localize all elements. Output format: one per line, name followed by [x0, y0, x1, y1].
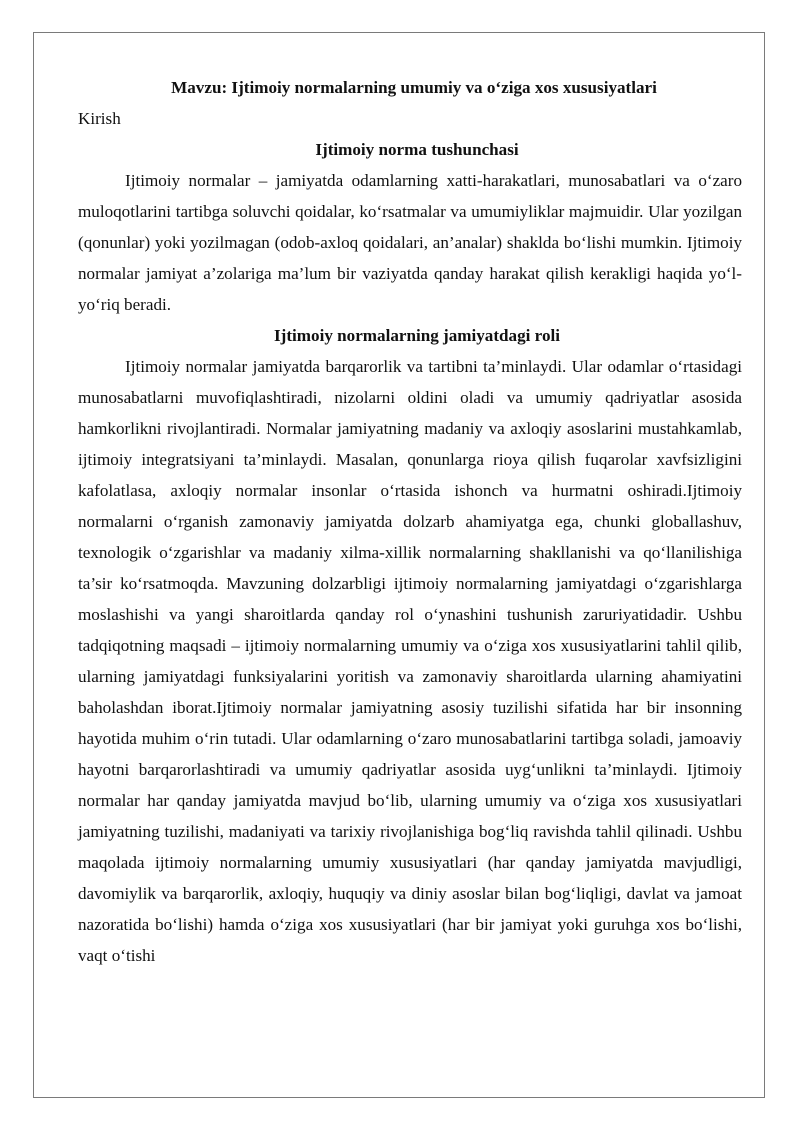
- document-body: [78, 72, 742, 971]
- section-heading-norm-concept: Ijtimoiy norma tushunchasi: [315, 140, 519, 159]
- paragraph-norm-role: Ijtimoiy normalar jamiyatda barqarorlik va tartibni ta’minlaydi. Ular odamlar o‘rtasidagi munosabatlarni muvofiqlashtiradi, nizolarni oldini oladi va umumiy qadriyatlar asosida hamkorlikni rivojlantiradi. Normalar jamiyatning madaniy va axloqiy asoslarini mustahkamlab, ijtimoiy integratsiyani ta’minlaydi. Masalan, qonunlarga rioya qilish fuqarolar xavfsizligini kafolatlasa, axloqiy normalar insonlar o‘rtasida ishonch va hurmatni oshiradi.Ijtimoiy normalarni o‘rganish zamonaviy jamiyatda dolzarb ahamiyatga ega, chunki globallashuv, texnologik o‘zgarishlar va madaniy xilma-xillik normalarning shakllanishi va qo‘llanilishiga ta’sir ko‘rsatmoqda. Mavzuning dolzarbligi ijtimoiy normalarning jamiyatdagi o‘zgarishlarga moslashishi va yangi sharoitlarda qanday rol o‘ynashini tushunish zaruriyatidadir. Ushbu tadqiqotning maqsadi – ijtimoiy normalarning umumiy va o‘ziga xos xususiyatlarini tahlil qilib, ularning jamiyatdagi funksiyalarini yoritish va zamonaviy sharoitlarda ularning ahamiyatini baholashdan iborat.Ijtimoiy normalar jamiyatning asosiy tuzilishi sifatida har bir insonning hayotida muhim o‘rin tutadi. Ular odamlarning o‘zaro munosabatlarini tartibga soladi, jamoaviy hayotni barqarorlashtiradi va umumiy qadriyatlar asosida uyg‘unlikni ta’minlaydi. Ijtimoiy normalar har qanday jamiyatda mavjud bo‘lib, ularning umumiy va o‘ziga xos xususiyatlari jamiyatning tuzilishi, madaniyati va tarixiy rivojlanishiga bog‘liq ravishda tahlil qilinadi. Ushbu maqolada ijtimoiy normalarning umumiy xususiyatlari (har qanday jamiyatda mavjudligi, davomiylik va barqarorlik, axloqiy, huquqiy va diniy asoslar bilan bog‘liqligi, davlat va jamoat nazoratida bo‘lishi) hamda o‘ziga xos xususiyatlari (har bir jamiyat yoki guruhga xos bo‘lishi, vaqt o‘tishi: [78, 357, 742, 965]
- intro-label: Kirish: [78, 109, 121, 128]
- paragraph-norm-concept: Ijtimoiy normalar – jamiyatda odamlarning xatti-harakatlari, munosabatlari va o‘zaro muloqotlarini tartibga soluvchi qoidalar, ko‘rsatmalar va umumiyliklar majmuidir. Ular yozilgan (qonunlar) yoki yozilmagan (odob-axloq qoidalari, an’analar) shaklda bo‘lishi mumkin. Ijtimoiy normalar jamiyat a’zolariga ma’lum bir vaziyatda qanday harakat qilish kerakligi haqida yo‘l-yo‘riq beradi.: [78, 171, 742, 314]
- document-title: Mavzu: Ijtimoiy normalarning umumiy va o‘ziga xos xususiyatlari: [171, 78, 657, 97]
- section-heading-norm-role: Ijtimoiy normalarning jamiyatdagi roli: [274, 326, 560, 345]
